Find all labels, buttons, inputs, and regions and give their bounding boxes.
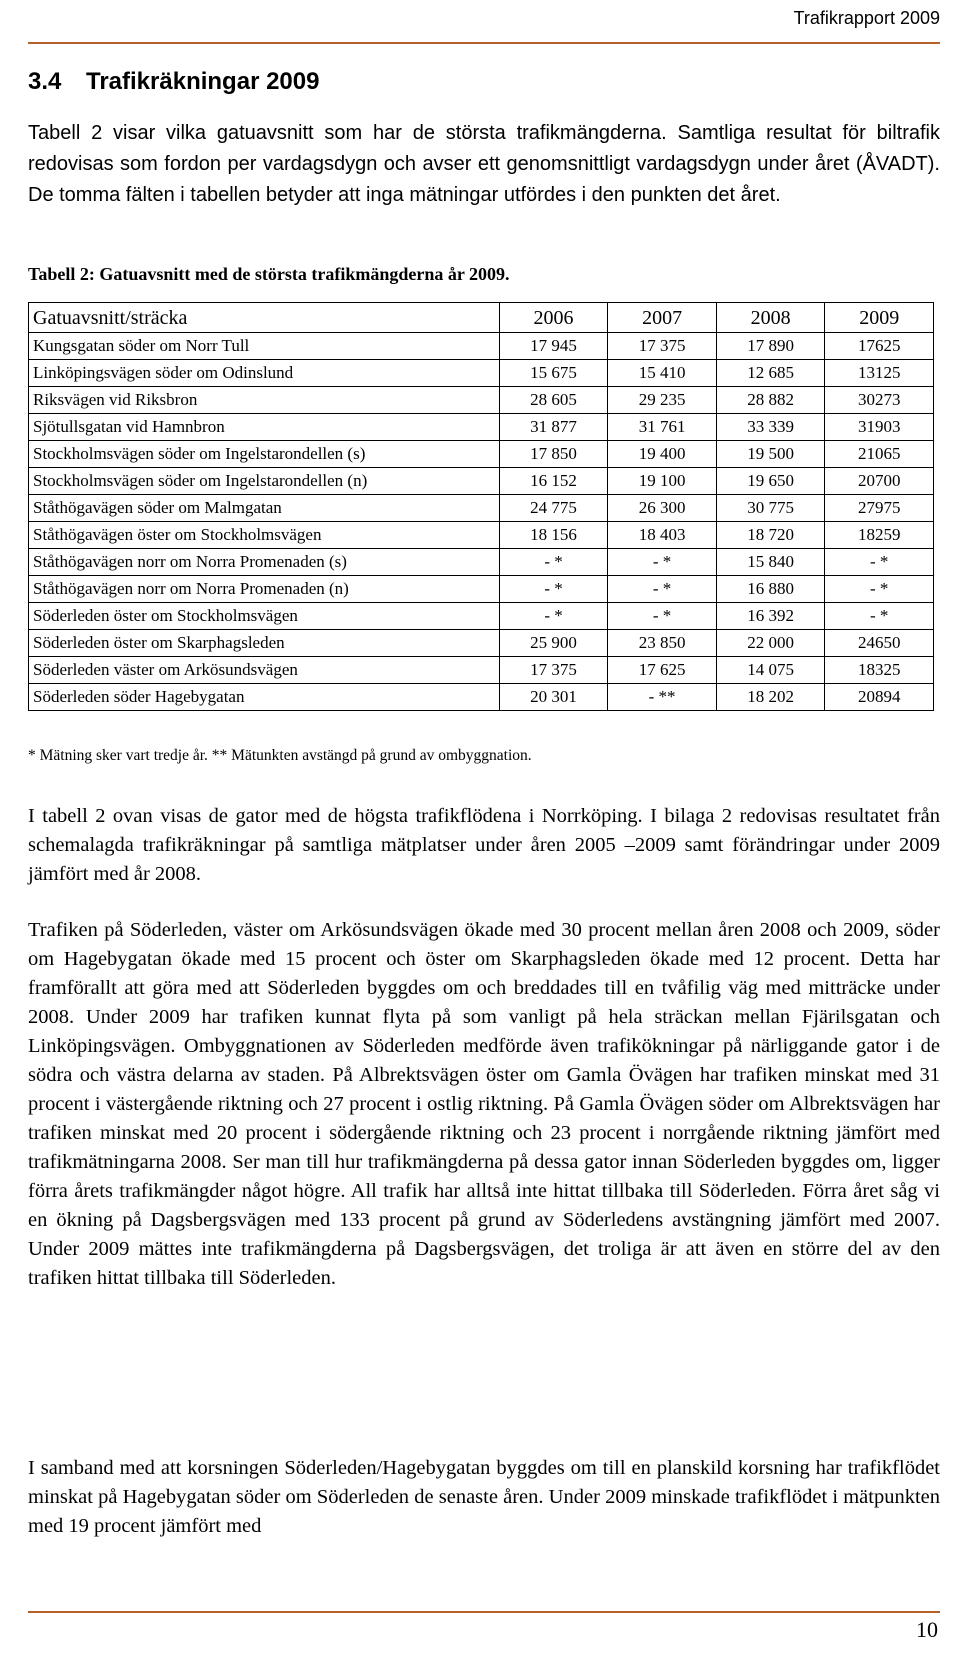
road-cell: Linköpingsvägen söder om Odinslund: [29, 360, 500, 387]
value-cell-2007: 19 100: [608, 468, 717, 495]
value-cell-2008: 17 890: [716, 333, 825, 360]
value-cell-2007: 31 761: [608, 414, 717, 441]
value-cell-2009: 20894: [825, 684, 934, 711]
value-cell-2006: 20 301: [499, 684, 608, 711]
value-cell-2008: 12 685: [716, 360, 825, 387]
body-paragraph: I samband med att korsningen Söderleden/Hagebygatan byggdes om till en planskild korsning har trafikflödet minskat på Hagebygatan söder om Söderleden de senaste åren. Under 2009 minskade trafikflödet i mätpunkten med 19 procent jämfört med: [28, 1457, 940, 1537]
intro-paragraph: Tabell 2 visar vilka gatuavsnitt som har de största trafikmängderna. Samtliga resultat för biltrafik redovisas som fordon per vardagsdygn och avser ett genomsnittligt vardagsdygn under året (ÅVADT). De tomma fälten i tabellen betyder att inga mätningar utfördes i den punkten det året.: [28, 122, 940, 206]
table-row: [29, 630, 934, 657]
value-cell-2006: 15 675: [499, 360, 608, 387]
value-cell-2009: - *: [825, 603, 934, 630]
value-cell-2008: 33 339: [716, 414, 825, 441]
table-row: [29, 360, 934, 387]
value-cell-2007: 17 625: [608, 657, 717, 684]
value-cell-2007: 23 850: [608, 630, 717, 657]
column-header-2006: 2006: [499, 303, 608, 333]
table-header-row: [29, 303, 934, 333]
value-cell-2009: 27975: [825, 495, 934, 522]
column-header-2007: 2007: [608, 303, 717, 333]
road-cell: Söderleden väster om Arkösundsvägen: [29, 657, 500, 684]
value-cell-2008: 14 075: [716, 657, 825, 684]
value-cell-2008: 18 202: [716, 684, 825, 711]
value-cell-2008: 19 500: [716, 441, 825, 468]
value-cell-2008: 16 880: [716, 576, 825, 603]
road-cell: Ståthögavägen norr om Norra Promenaden (n): [29, 576, 500, 603]
section-number: 3.4: [28, 68, 62, 95]
page-number: 10: [916, 1617, 938, 1642]
value-cell-2006: 24 775: [499, 495, 608, 522]
section-title: [28, 68, 319, 96]
traffic-table: [28, 302, 934, 711]
value-cell-2008: 15 840: [716, 549, 825, 576]
column-header-2008: 2008: [716, 303, 825, 333]
value-cell-2009: 13125: [825, 360, 934, 387]
value-cell-2009: 21065: [825, 441, 934, 468]
value-cell-2008: 16 392: [716, 603, 825, 630]
table-row: [29, 441, 934, 468]
header-divider: [28, 42, 940, 44]
road-cell: Söderleden söder Hagebygatan: [29, 684, 500, 711]
value-cell-2006: - *: [499, 603, 608, 630]
table-row: [29, 684, 934, 711]
road-cell: Söderleden öster om Stockholmsvägen: [29, 603, 500, 630]
section-title-text: Trafikräkningar 2009: [86, 68, 320, 95]
table-row: [29, 549, 934, 576]
road-cell: Ståthögavägen norr om Norra Promenaden (s): [29, 549, 500, 576]
table-row: [29, 495, 934, 522]
road-cell: Kungsgatan söder om Norr Tull: [29, 333, 500, 360]
value-cell-2009: 17625: [825, 333, 934, 360]
value-cell-2006: 17 375: [499, 657, 608, 684]
value-cell-2008: 30 775: [716, 495, 825, 522]
road-cell: Ståthögavägen söder om Malmgatan: [29, 495, 500, 522]
running-header: Trafikrapport 2009: [793, 8, 940, 28]
value-cell-2006: 31 877: [499, 414, 608, 441]
footer-divider: [28, 1611, 940, 1613]
value-cell-2009: - *: [825, 576, 934, 603]
value-cell-2009: 18325: [825, 657, 934, 684]
value-cell-2007: 17 375: [608, 333, 717, 360]
value-cell-2009: - *: [825, 549, 934, 576]
road-cell: Ståthögavägen öster om Stockholmsvägen: [29, 522, 500, 549]
value-cell-2008: 19 650: [716, 468, 825, 495]
table-row: [29, 522, 934, 549]
value-cell-2007: 29 235: [608, 387, 717, 414]
table-row: [29, 468, 934, 495]
value-cell-2009: 20700: [825, 468, 934, 495]
value-cell-2006: 17 850: [499, 441, 608, 468]
road-cell: Stockholmsvägen söder om Ingelstarondellen (s): [29, 441, 500, 468]
value-cell-2008: 28 882: [716, 387, 825, 414]
value-cell-2006: 18 156: [499, 522, 608, 549]
table-row: [29, 414, 934, 441]
value-cell-2006: 16 152: [499, 468, 608, 495]
value-cell-2007: - *: [608, 603, 717, 630]
value-cell-2007: 19 400: [608, 441, 717, 468]
value-cell-2009: 24650: [825, 630, 934, 657]
body-paragraph: Trafiken på Söderleden, väster om Arkösundsvägen ökade med 30 procent mellan åren 2008 och 2009, söder om Hagebygatan ökade med 15 procent och öster om Skarphagsleden ökade med 12 procent. Detta har framförallt att göra med att Söderleden byggdes om och breddades till en tvåfilig väg med mitträcke under 2008. Under 2009 har trafiken kunnat flyta på som vanligt på hela sträckan mellan Fjärilsgatan och Linköpingsvägen. Ombyggnationen av Söderleden medförde även trafikökningar på närliggande gator i de södra och västra delarna av staden. På Albrektsvägen öster om Gamla Övägen har trafiken minskat med 31 procent i västergående riktning och 27 procent i ostlig riktning. På Gamla Övägen söder om Albrektsvägen har trafiken minskat med 20 procent i södergående riktning och 23 procent i norrgående riktning jämfört med trafikmätningarna 2008. Ser man till hur trafikmängderna på dessa gator innan Söderleden byggdes om, ligger förra årets trafikmängder något högre. All trafik har alltså inte hittat tillbaka till Söderleden. Förra året såg vi en ökning på Dagsbergsvägen med 133 procent på grund av Söderledens avstängning jämfört med 2007. Under 2009 mättes inte trafikmängderna på Dagsbergsvägen, det troliga är att även en större del av den trafiken hittat tillbaka till Söderleden.: [28, 919, 940, 1289]
value-cell-2007: 26 300: [608, 495, 717, 522]
table-row: [29, 576, 934, 603]
value-cell-2007: - *: [608, 549, 717, 576]
table-row: [29, 657, 934, 684]
value-cell-2006: 28 605: [499, 387, 608, 414]
table-row: [29, 603, 934, 630]
column-header-road: Gatuavsnitt/sträcka: [29, 303, 500, 333]
value-cell-2008: 18 720: [716, 522, 825, 549]
value-cell-2006: 17 945: [499, 333, 608, 360]
value-cell-2007: - *: [608, 576, 717, 603]
value-cell-2007: - **: [608, 684, 717, 711]
value-cell-2006: 25 900: [499, 630, 608, 657]
road-cell: Stockholmsvägen söder om Ingelstarondellen (n): [29, 468, 500, 495]
road-cell: Söderleden öster om Skarphagsleden: [29, 630, 500, 657]
value-cell-2009: 31903: [825, 414, 934, 441]
value-cell-2007: 15 410: [608, 360, 717, 387]
value-cell-2009: 18259: [825, 522, 934, 549]
table-row: [29, 387, 934, 414]
road-cell: Riksvägen vid Riksbron: [29, 387, 500, 414]
table-row: [29, 333, 934, 360]
value-cell-2007: 18 403: [608, 522, 717, 549]
table-caption: Tabell 2: Gatuavsnitt med de största trafikmängderna år 2009.: [28, 264, 510, 284]
value-cell-2006: - *: [499, 549, 608, 576]
value-cell-2006: - *: [499, 576, 608, 603]
table-footnote: * Mätning sker vart tredje år. ** Mätunkten avstängd på grund av ombyggnation.: [28, 747, 532, 764]
road-cell: Sjötullsgatan vid Hamnbron: [29, 414, 500, 441]
body-paragraph: I tabell 2 ovan visas de gator med de högsta trafikflödena i Norrköping. I bilaga 2 redovisas resultatet från schemalagda trafikräkningar på samtliga mätplatser under åren 2005 –2009 samt förändringar under 2009 jämfört med år 2008.: [28, 805, 940, 885]
column-header-2009: 2009: [825, 303, 934, 333]
value-cell-2009: 30273: [825, 387, 934, 414]
value-cell-2008: 22 000: [716, 630, 825, 657]
